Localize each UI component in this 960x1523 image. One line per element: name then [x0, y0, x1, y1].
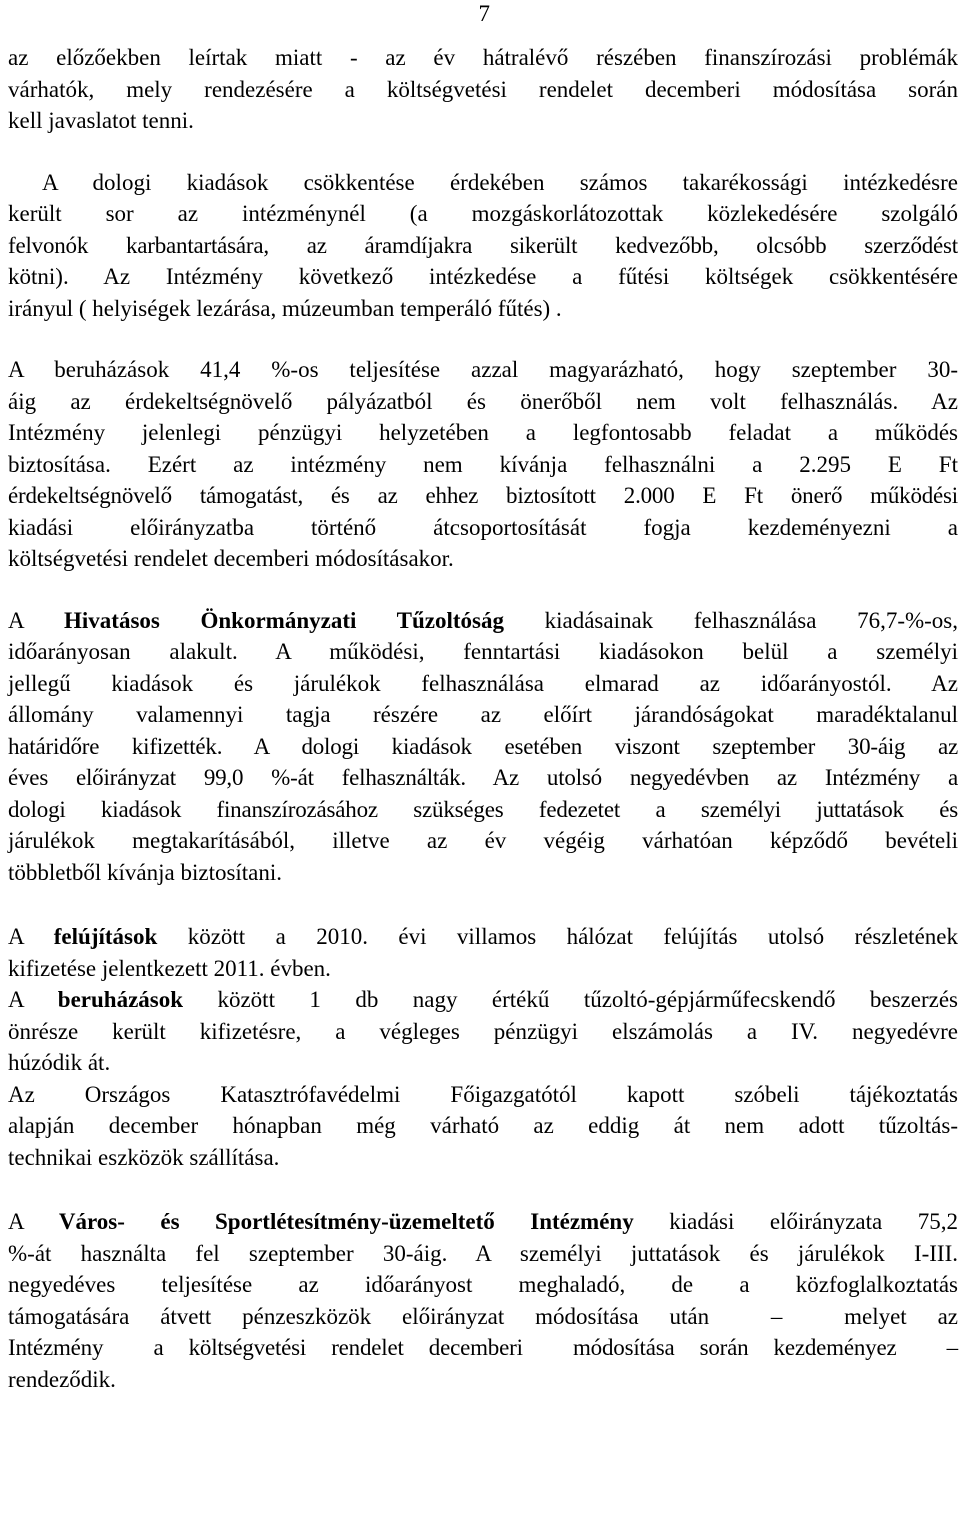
- paragraph-fire-department: [8, 605, 958, 889]
- text-line: alapján december hónapban még várható az eddig át nem adott tűzoltás-: [8, 1113, 958, 1138]
- lead-prefix: A: [8, 607, 64, 633]
- paragraph-cost-reduction: [8, 167, 958, 325]
- paragraph-financing-problems: [8, 42, 958, 137]
- text-line: felvonók karbantartására, az áramdíjakra sikerült kedvezőbb, olcsóbb szerződést: [8, 232, 958, 258]
- text-line: Intézmény a költségvetési rendelet decemberi módosítása során kezdeményez –: [8, 1335, 958, 1360]
- document-body: [8, 42, 958, 1395]
- section-keyword: felújítások: [53, 924, 158, 949]
- paragraph-facility-operator: [8, 1206, 958, 1395]
- text-line: támogatására átvett pénzeszközök előirányzat módosítása után – melyet az: [8, 1303, 958, 1329]
- text-line: állomány valamennyi tagja részére az előírt járandóságokat maradéktalanul: [8, 702, 958, 727]
- lead-prefix: A: [8, 987, 58, 1012]
- text-line: többletből kívánja biztosítani.: [8, 859, 283, 885]
- text-line: költségvetési rendelet decemberi módosításakor.: [8, 546, 454, 571]
- institution-name: Hivatásos Önkormányzati Tűzoltóság: [64, 607, 504, 633]
- text-line: biztosítása. Ezért az intézmény nem kívánja felhasználni a 2.295 E Ft: [8, 451, 958, 477]
- text-line: jellegű kiadások és járulékok felhasználása elmarad az időarányostól. Az: [8, 670, 958, 696]
- lead-suffix: között 1 db nagy értékű tűzoltó-gépjárműfecskendő beszerzés: [183, 987, 958, 1012]
- text-line: %-át használta fel szeptember 30-áig. A személyi juttatások és járulékok I-III.: [8, 1240, 958, 1266]
- text-line: kiadási előirányzatba történő átcsoportosítását fogja kezdeményezni a: [8, 514, 958, 540]
- lead-prefix: A: [8, 924, 54, 949]
- text-line-lead: [8, 1206, 958, 1238]
- text-line: kell javaslatot tenni.: [8, 108, 194, 133]
- text-line: önrésze került kifizetésre, a végleges pénzügyi elszámolás a IV. negyedévre: [8, 1018, 958, 1044]
- text-line: kifizetése jelentkezett 2011. évben.: [8, 955, 331, 981]
- paragraph-investments: [8, 354, 958, 575]
- text-line-lead: [8, 605, 958, 637]
- text-line: éves előirányzat 99,0 %-át felhasználták. Az utolsó negyedévben az Intézmény a: [8, 765, 958, 790]
- text-line: kötni). Az Intézmény következő intézkedése a fűtési költségek csökkentésére: [8, 264, 958, 289]
- text-line-lead: [8, 984, 958, 1016]
- text-line: technikai eszközök szállítása.: [8, 1144, 280, 1170]
- text-line: húzódik át.: [8, 1050, 111, 1075]
- institution-name: Város- és Sportlétesítmény-üzemeltető Intézmény: [58, 1209, 634, 1234]
- text-line-lead: [8, 921, 958, 953]
- lead-suffix: kiadásainak felhasználása 76,7-%-os,: [503, 607, 959, 633]
- text-line: dologi kiadások finanszírozásához szükséges fedezetet a személyi juttatások és: [8, 796, 958, 822]
- text-line: időarányosan alakult. A működési, fenntartási kiadásokon belül a személyi: [8, 639, 958, 664]
- paragraph-fire-investments: [8, 984, 958, 1079]
- text-line: várhatók, mely rendezésére a költségvetési rendelet decemberi módosítása során: [8, 76, 958, 102]
- text-line: A beruházások 41,4 %-os teljesítése azzal magyarázható, hogy szeptember 30-: [8, 357, 958, 382]
- text-line: Intézmény jelenlegi pénzügyi helyzetében a legfontosabb feladat a működés: [8, 420, 958, 445]
- page-number: 7: [478, 1, 490, 26]
- text-line: áig az érdekeltségnövelő pályázatból és önerőből nem volt felhasználás. Az: [8, 388, 958, 414]
- text-line: került sor az intézménynél (a mozgáskorlátozottak közlekedésére szolgáló: [8, 201, 958, 226]
- text-line: érdekeltségnövelő támogatást, és az ehhez biztosított 2.000 E Ft önerő működési: [8, 483, 958, 508]
- paragraph-disaster-management: [8, 1079, 958, 1174]
- text-line: irányul ( helyiségek lezárása, múzeumban temperáló fűtés) .: [8, 295, 562, 321]
- text-line: negyedéves teljesítése az időarányost meghaladó, de a közfoglalkoztatás: [8, 1272, 958, 1297]
- lead-suffix: kiadási előirányzata 75,2: [633, 1209, 958, 1234]
- text-line: járulékok megtakarításából, illetve az év végéig várhatóan képződő bevételi: [8, 828, 958, 853]
- text-line: határidőre kifizették. A dologi kiadások esetében viszont szeptember 30-áig az: [8, 733, 958, 759]
- lead-prefix: A: [8, 1209, 59, 1234]
- paragraph-renovations: [8, 921, 958, 984]
- lead-suffix: között a 2010. évi villamos hálózat felújítás utolsó részletének: [157, 924, 958, 949]
- section-keyword: beruházások: [57, 987, 184, 1012]
- text-line: rendeződik.: [8, 1366, 116, 1392]
- text-line: Az Országos Katasztrófavédelmi Főigazgatótól kapott szóbeli tájékoztatás: [8, 1081, 958, 1107]
- text-line: A dologi kiadások csökkentése érdekében számos takarékossági intézkedésre: [8, 169, 958, 195]
- text-line: az előzőekben leírtak miatt - az év hátralévő részében finanszírozási problémák: [8, 45, 958, 70]
